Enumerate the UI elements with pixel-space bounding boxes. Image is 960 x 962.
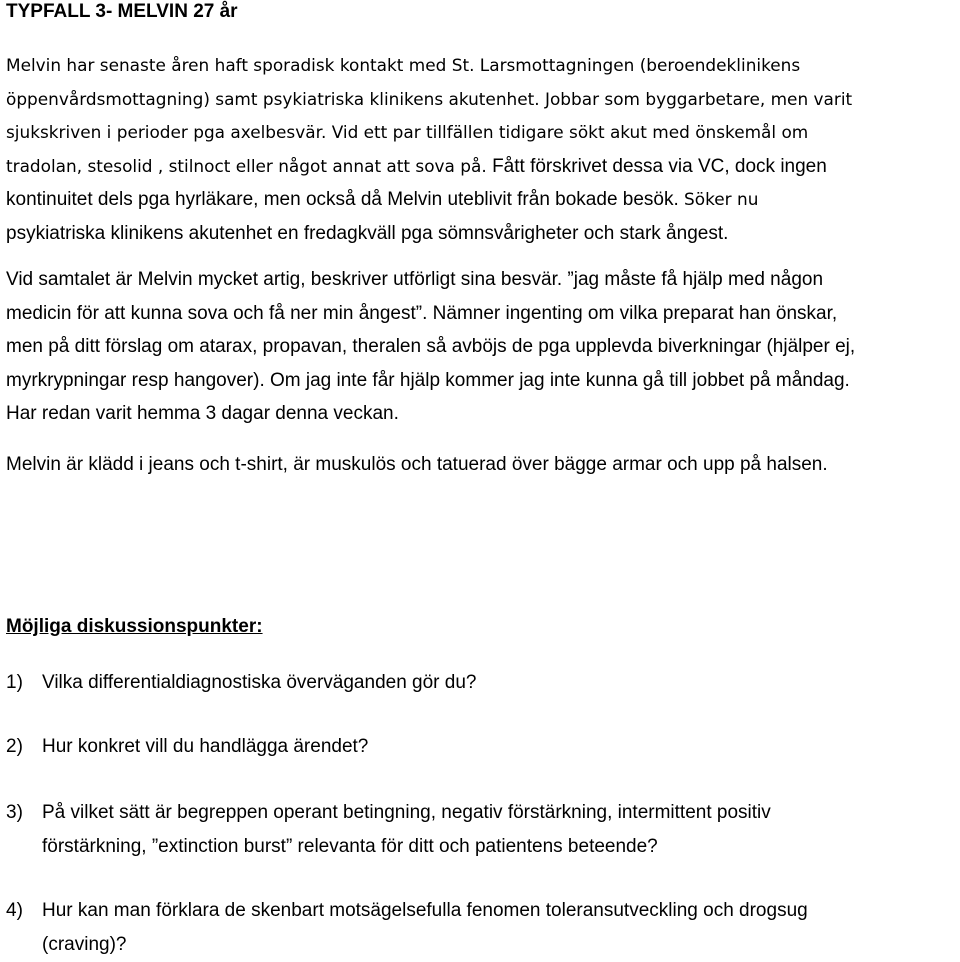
item-text: Vilka differentialdiagnostiska överväganden gör du? [42,672,477,693]
text-line: öppenvårdsmottagning) samt psykiatriska klinikens akutenhet. Jobbar som byggarbetare, men varit [6,88,853,109]
item-text: Hur kan man förklara de skenbart motsägelsefulla fenomen toleransutveckling och drogsug (craving)? [42,900,808,955]
text-line: kontinuitet dels pga hyrläkare, men också då Melvin uteblivit från bokade besök. Söker nu [6,189,759,210]
page-title: TYPFALL 3- MELVIN 27 år [6,1,238,22]
item-text: Hur konkret vill du handlägga ärendet? [42,736,369,757]
discussion-heading: Möjliga diskussionspunkter: [6,616,263,637]
case-paragraph-1 [6,49,956,250]
item-number: 4) [6,900,23,921]
text-line: psykiatriska klinikens akutenhet en fredagkväll pga sömnsvårigheter och stark ångest. [6,222,729,244]
text-line: sjukskriven i perioder pga axelbesvär. Vid ett par tillfällen tidigare sökt akut med önskemål om [6,122,809,142]
text-line: medicin för att kunna sova och få ner min ångest”. Nämner ingenting om vilka preparat han önskar, [6,302,838,324]
case-paragraph-3 [6,448,960,482]
text-line: myrkrypningar resp hangover). Om jag inte får hjälp kommer jag inte kunna gå till jobbet på måndag. [6,369,850,391]
item-text: På vilket sätt är begreppen operant betingning, negativ förstärkning, intermittent positiv förstärkning, ”extinction burst” relevanta för ditt och patientens beteende? [42,802,771,857]
text-line: Har redan varit hemma 3 dagar denna veckan. [6,403,399,424]
item-number: 1) [6,672,23,693]
text-line: Melvin har senaste åren haft sporadisk kontakt med St. Larsmottagningen (beroendeklinikens [6,55,801,75]
item-number: 3) [6,802,23,823]
text-line: Melvin är klädd i jeans och t-shirt, är muskulös och tatuerad över bägge armar och upp på halsen. [6,454,828,475]
text-line: tradolan, stesolid , stilnoct eller något annat att sova på. Fått förskrivet dessa via VC, dock ingen [6,155,827,177]
text-line: men på ditt förslag om atarax, propavan, theralen så avböjs de pga upplevda biverkningar (hjälper ej, [6,336,856,357]
case-paragraph-2 [6,263,960,431]
item-number: 2) [6,736,23,757]
text-line: Vid samtalet är Melvin mycket artig, beskriver utförligt sina besvär. ”jag måste få hjälp med någon [6,269,824,290]
